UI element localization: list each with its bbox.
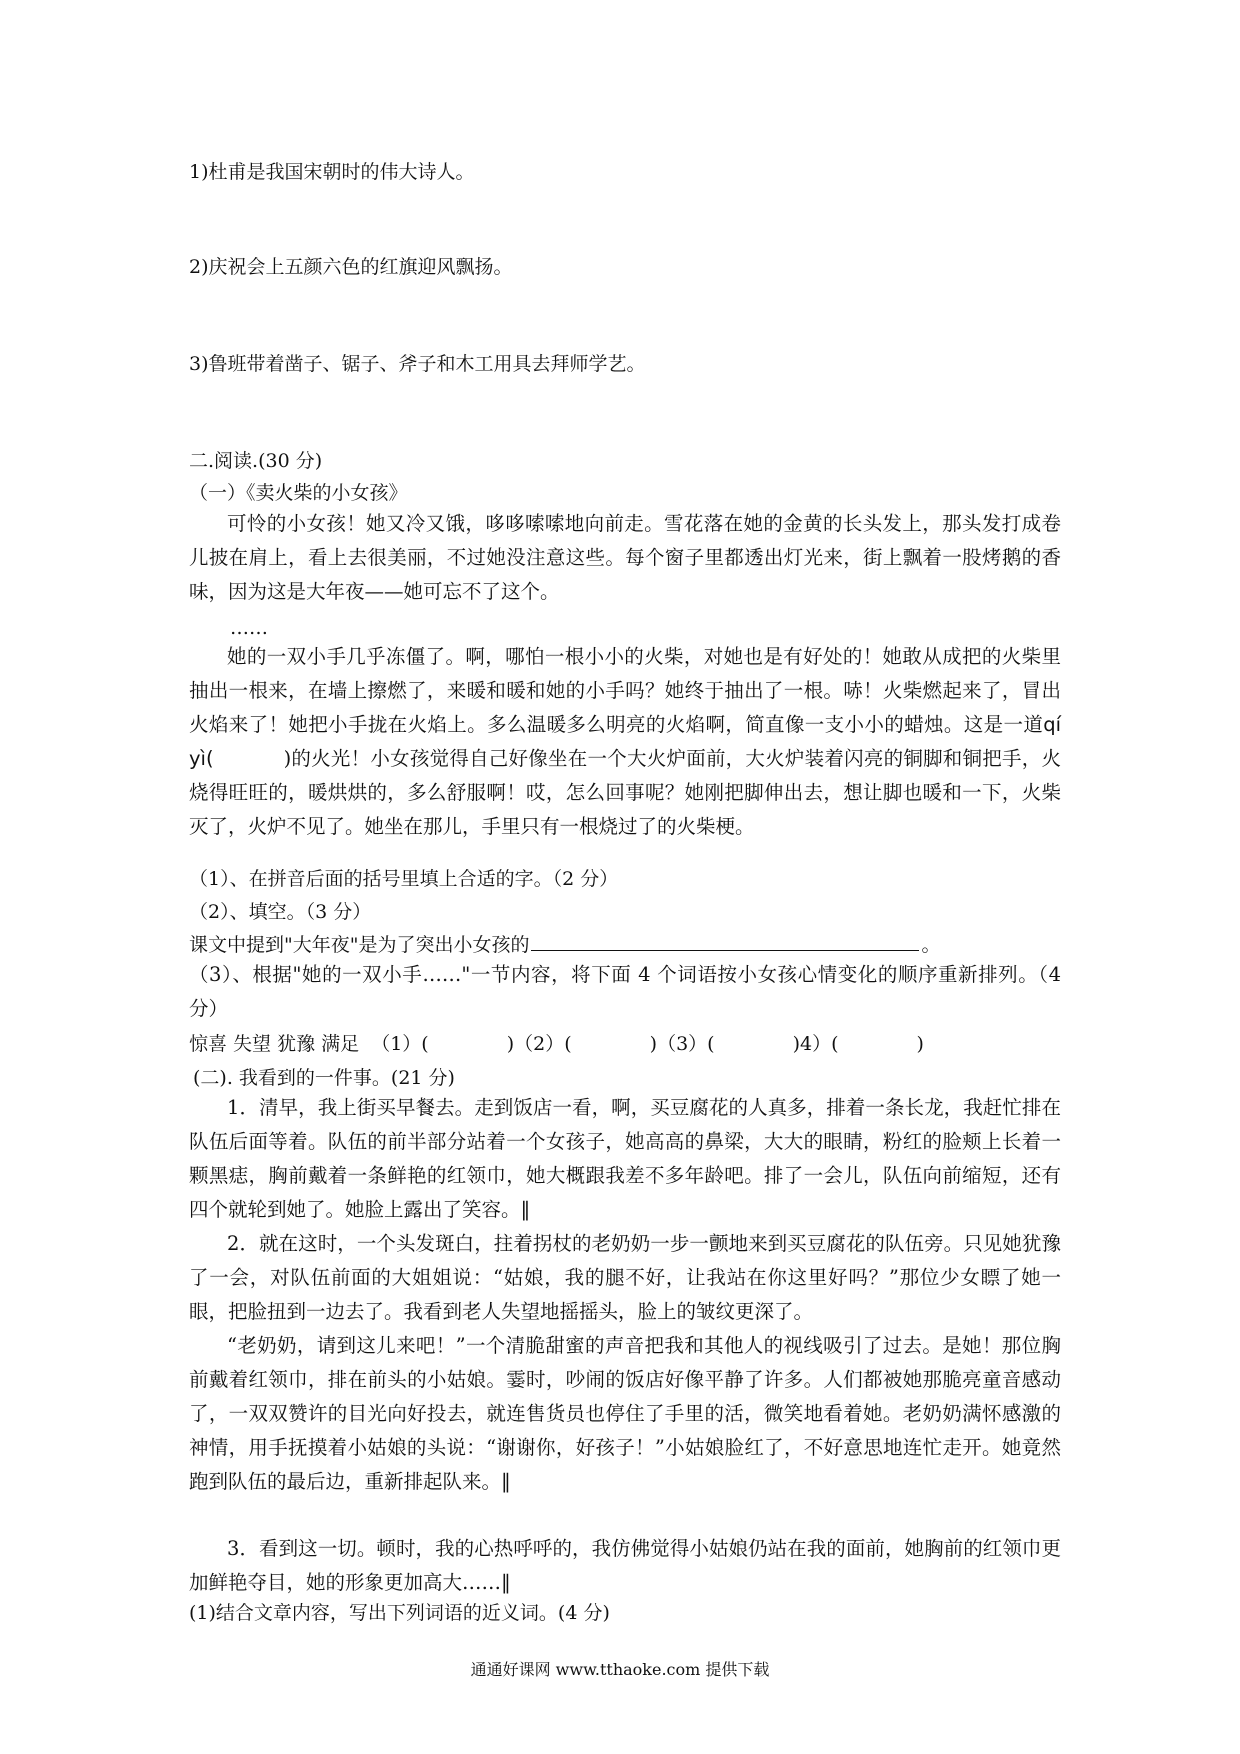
section-title-reading: 二.阅读.(30 分) — [189, 450, 323, 472]
slot-label-end: ) — [916, 1033, 924, 1055]
passage-1-paragraph-1: 可怜的小女孩！她又冷又饿，哆哆嗦嗦地向前走。雪花落在她的金黄的长头发上，那头发打成卷儿披在肩上，看上去很美丽，不过她没注意这些。每个窗子里都透出灯光来，街上飘着一股烤鹅的香味，因为这是大年夜——她可忘不了这个。 — [189, 512, 1061, 603]
passage-2-paragraph-4: 3．看到这一切。顿时，我的心热呼呼的，我仿佛觉得小姑娘仍站在我的面前，她胸前的红领巾更加鲜艳夺目，她的形象更加高大……‖ — [189, 1537, 1061, 1594]
paragraph-2-text-b: )的火光！小女孩觉得自己好像坐在一个大火炉面前，大火炉装着闪亮的铜脚和铜把手，火烧得旺旺的，暖烘烘的，多么舒服啊！哎，怎么回事呢？她刚把脚伸出去，想让脚也暖和一下，火柴灭了，火炉不见了。她坐在那儿，手里只有一根烧过了的火柴梗。 — [189, 747, 1061, 838]
slot-label-1: （1）( — [371, 1033, 429, 1055]
word-list: 惊喜 失望 犹豫 满足 — [189, 1033, 360, 1055]
sentence-3: 3)鲁班带着凿子、锯子、斧子和木工用具去拜师学艺。 — [189, 353, 646, 375]
slot-label-3: )（3）( — [649, 1033, 715, 1055]
slot-label-4: )4）( — [792, 1033, 839, 1055]
question-1-2-fill — [189, 932, 941, 957]
passage-2-paragraph-1: 1．清早，我上街买早餐去。走到饭店一看，啊，买豆腐花的人真多，排着一条长龙，我赶忙排在队伍后面等着。队伍的前半部分站着一个女孩子，她高高的鼻梁，大大的眼睛，粉红的脸颊上长着一颗黑痣，胸前戴着一条鲜艳的红领巾，她大概跟我差不多年龄吧。排了一会儿，队伍向前缩短，还有四个就轮到她了。她脸上露出了笑容。‖ — [189, 1096, 1061, 1221]
slot-label-2: )（2）( — [506, 1033, 572, 1055]
ellipsis: …… — [230, 617, 268, 639]
question-1-3-answers — [189, 1032, 924, 1056]
passage-title-2: (二). 我看到的一件事。(21 分) — [193, 1067, 455, 1089]
footer: 通通好课网 www.tthaoke.com 提供下载 — [470, 1660, 770, 1679]
passage-2-paragraph-2: 2．就在这时，一个头发斑白，拄着拐杖的老奶奶一步一颤地来到买豆腐花的队伍旁。只见她犹豫了一会，对队伍前面的大姐姐说：“姑娘，我的腿不好，让我站在你这里好吗？”那位少女瞟了她一眼，把脸扭到一边去了。我看到老人失望地摇摇头，脸上的皱纹更深了。 — [189, 1232, 1061, 1323]
question-1-1: （1）、在拼音后面的括号里填上合适的字。（2 分） — [189, 868, 619, 890]
paragraph-2-text-a: 她的一双小手几乎冻僵了。啊，哪怕一根小小的火柴，对她也是有好处的！她敢从成把的火柴里抽出一根来，在墙上擦燃了，来暖和暖和她的小手吗？她终于抽出了一根。哧！火柴燃起来了，冒出火焰来了！她把小手拢在火焰上。多么温暖多么明亮的火焰啊，简直像一支小小的蜡烛。这是一道 — [189, 645, 1061, 736]
question-2-1: (1)结合文章内容，写出下列词语的近义词。(4 分) — [189, 1602, 610, 1624]
sentence-1: 1)杜甫是我国宋朝时的伟大诗人。 — [189, 161, 475, 183]
fill-text-after: 。 — [921, 934, 941, 956]
passage-2-paragraph-3: “老奶奶，请到这儿来吧！”一个清脆甜蜜的声音把我和其他人的视线吸引了过去。是她！那位胸前戴着红领巾，排在前头的小姑娘。霎时，吵闹的饭店好像平静了许多。人们都被她那脆亮童音感动了，一双双赞许的目光向好投去，就连售货员也停住了手里的活，微笑地看着她。老奶奶满怀感激的神情，用手抚摸着小姑娘的头说：“谢谢你，好孩子！”小姑娘脸红了，不好意思地连忙走开。她竟然跑到队伍的最后边，重新排起队来。‖ — [189, 1334, 1061, 1493]
answer-line[interactable] — [531, 932, 919, 951]
passage-1-paragraph-2 — [189, 640, 1061, 844]
question-1-2: （2）、填空。（3 分） — [189, 901, 372, 923]
passage-title-1: （一）《卖火柴的小女孩》 — [189, 482, 408, 504]
sentence-2: 2)庆祝会上五颜六色的红旗迎风飘扬。 — [189, 256, 513, 278]
fill-text-before: 课文中提到"大年夜"是为了突出小女孩的 — [189, 934, 530, 956]
pinyin-qiyi: qí yì( — [189, 713, 1061, 770]
question-1-3: （3）、根据"她的一双小手……"一节内容，将下面 4 个词语按小女孩心情变化的顺序重新排列。（4 分） — [189, 963, 1061, 1020]
